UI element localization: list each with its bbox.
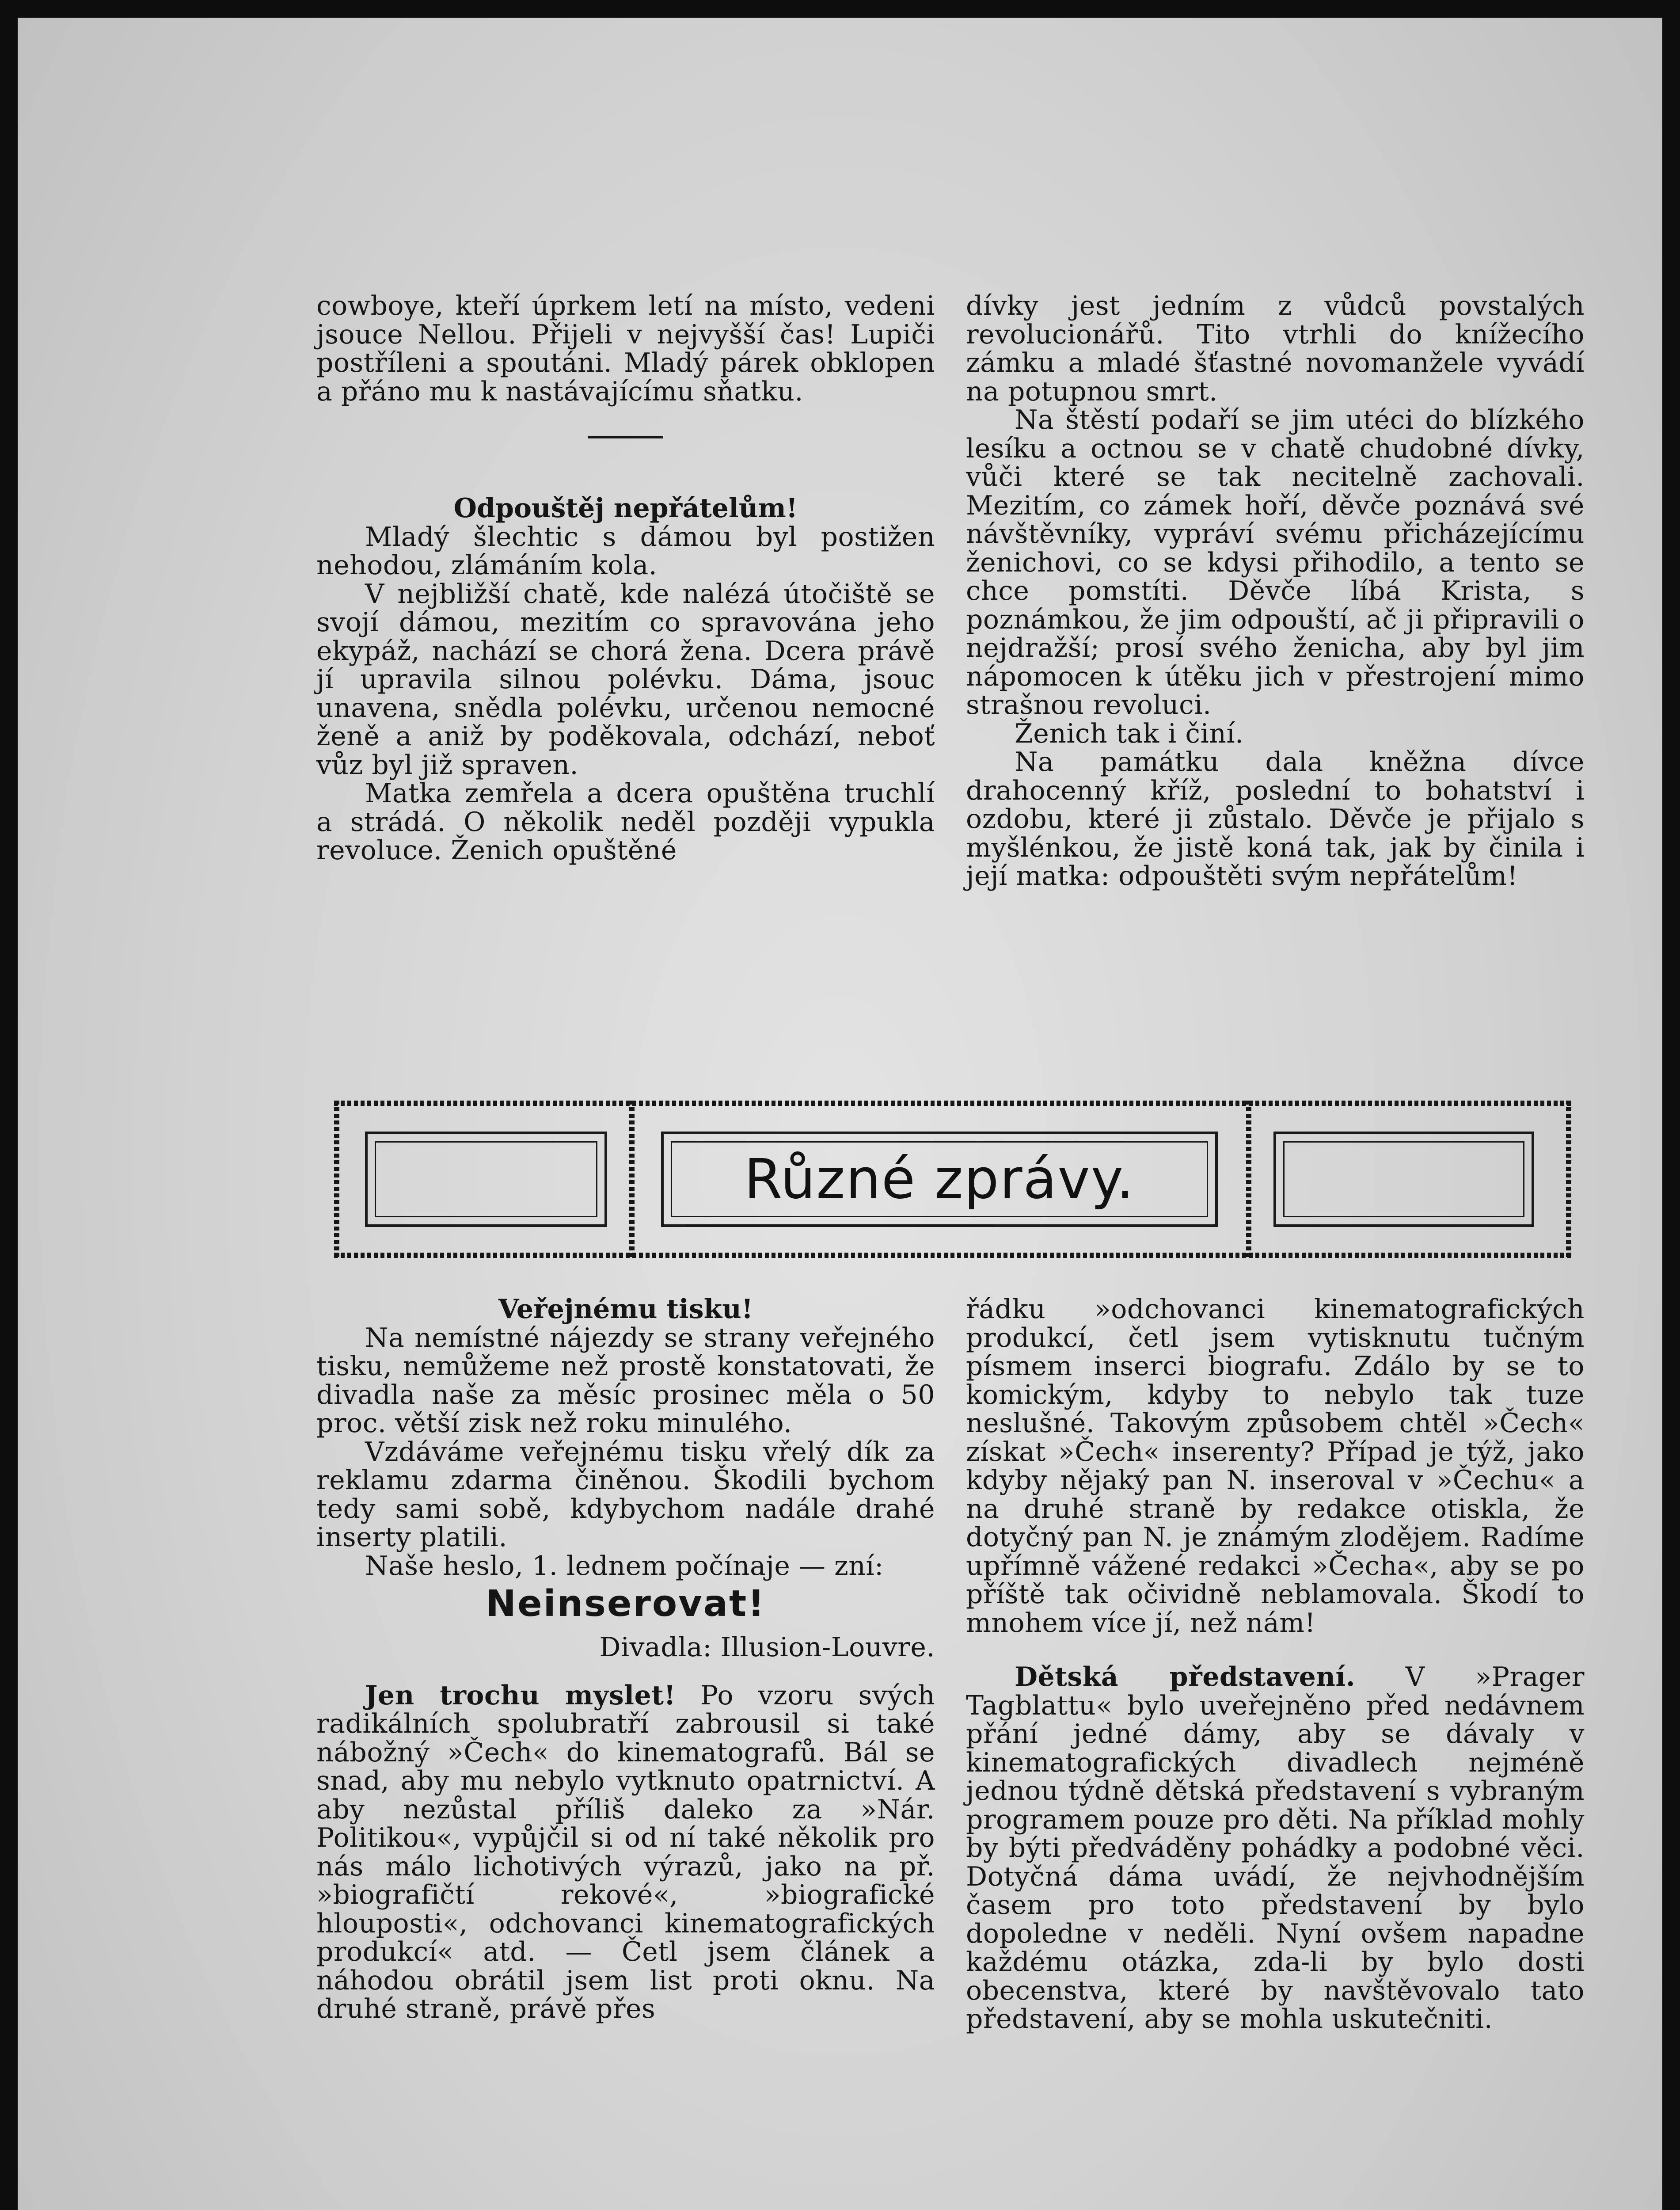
section-banner bbox=[334, 1101, 1571, 1258]
article-paragraph: Na památku dala kněžna dívce drahocenný kříž, poslední to bohatství i ozdobu, které ji zůstalo. Děvče je přijalo s myšlénkou, že jistě koná tak, jak by činila i její matka: odpouštěti svým nepřátelům! bbox=[966, 747, 1585, 892]
column-bottom-left bbox=[316, 1295, 935, 2023]
article-paragraph: Ženich tak i činí. bbox=[1015, 718, 1244, 749]
article-paragraph bbox=[966, 1663, 1585, 2034]
story-continuation: cowboye, kteří úprkem letí na místo, vedeni jsouce Nellou. Přijeli v nejvyšší čas! Lupiči postříleni a spoutáni. Mladý párek obklopen a přáno mu k nastávajícímu sňatku. bbox=[316, 290, 935, 407]
article-paragraph: Vzdáváme veřejnému tisku vřelý dík za reklamu zdarma činěnou. Škodili bychom tedy sami sobě, kdybychom nadále drahé inserty platili. bbox=[316, 1436, 935, 1553]
article-heading: Odpouštěj nepřátelům! bbox=[453, 493, 798, 524]
banner-title-box bbox=[661, 1132, 1218, 1227]
column-top-left bbox=[316, 292, 935, 865]
section-divider bbox=[588, 436, 663, 438]
article-heading: Veřejnému tisku! bbox=[498, 1294, 753, 1325]
banner-border-left bbox=[334, 1101, 339, 1258]
banner-border-top bbox=[334, 1101, 1571, 1106]
article-text: V »Prager Tagblattu« bylo uveřejněno před nedávnem přání jedné dámy, aby se dávaly v kinematografických divadlech nejméně jednou týdně dětská představení s vybraným programem pouze pro děti. Na příklad mohly by býti předváděny pohádky a podobné věci. Dotyčná dáma uvádí, že nejvhodnějším časem pro toto představení by bylo dopoledne v neděli. Nyní ovšem napadne každému otázka, zda-li by bylo dosti obecenstva, které by navštěvovalo tato představení, aby se mohla uskutečniti. bbox=[966, 1661, 1585, 2035]
article-paragraph: Naše heslo, 1. lednem počínaje — zní: bbox=[365, 1550, 884, 1581]
article-paragraph: Mladý šlechtic s dámou byl postižen nehodou, zlámáním kola. bbox=[316, 521, 935, 581]
article-paragraph: Matka zemřela a dcera opuštěna truchlí a strádá. O několik neděl později vypukla revoluce. Ženich opuštěné bbox=[316, 778, 935, 866]
article-text: Po vzoru svých radikálních spolubratří zabrousil si také nábožný »Čech« do kinematografů. Bál se snad, aby mu nebylo vytknuto opatrnictví. A aby nezůstal příliš daleko za »Nár. Politikou«, vypůjčil si od ní také několik pro nás málo lichotivých výrazů, jako na př. »biografičtí rekové«, »biografické hlouposti«, odchovanci kinematografických produkcí« atd. — Četl jsem článek a náhodou obrátil jsem list proti oknu. Na druhé straně, právě přes bbox=[316, 1680, 935, 2024]
banner-border-right bbox=[1566, 1101, 1571, 1258]
column-bottom-right bbox=[966, 1295, 1585, 2034]
column-top-right bbox=[966, 292, 1585, 891]
banner-ornament-box bbox=[1273, 1132, 1534, 1227]
article-heading: Jen trochu myslet! bbox=[365, 1680, 676, 1711]
slogan: Neinserovat! bbox=[486, 1583, 766, 1625]
banner-divider bbox=[1246, 1101, 1251, 1258]
section-title: Různé zprávy. bbox=[744, 1147, 1135, 1211]
banner-divider bbox=[629, 1101, 635, 1258]
article-heading: Dětská představení. bbox=[1015, 1661, 1356, 1692]
article-paragraph: Na nemístné nájezdy se strany veřejného tisku, nemůžeme než prostě konstatovati, že divadla naše za měsíc prosinec měla o 50 proc. větší zisk než roku minulého. bbox=[316, 1322, 935, 1439]
article-paragraph: dívky jest jedním z vůdců povstalých revolucionářů. Tito vtrhli do knížecího zámku a mladé šťastné novomanžele vyvádí na potupnou smrt. bbox=[966, 290, 1585, 407]
signature: Divadla: Illusion-Louvre. bbox=[599, 1632, 935, 1663]
article-paragraph: V nejbližší chatě, kde nalézá útočiště se svojí dámou, mezitím co spravována jeho ekypáž, nachází se chorá žena. Dcera právě jí upravila silnou polévku. Dáma, jsouc unavena, snědla polévku, určenou nemocné ženě a aniž by poděkovala, odchází, neboť vůz byl již spraven. bbox=[316, 578, 935, 781]
banner-ornament-box bbox=[365, 1132, 607, 1227]
article-paragraph: Na štěstí podaří se jim utéci do blízkého lesíku a octnou se v chatě chudobné dívky, vůči které se tak necitelně zachovali. Mezitím, co zámek hoří, děvče poznává své návštěvníky, vypráví svému přicházejícímu ženichovi, co se kdysi přihodilo, a tento se chce pomstíti. Děvče líbá Krista, s poznámkou, že jim odpouští, ač ji připravili o nejdražší; prosí svého ženicha, aby byl jim nápomocen k útěku jich v přestrojení mimo strašnou revoluci. bbox=[966, 404, 1585, 720]
magazine-page bbox=[18, 18, 1662, 2210]
article-paragraph bbox=[316, 1681, 935, 2023]
banner-border-bottom bbox=[334, 1253, 1571, 1258]
article-paragraph: řádku »odchovanci kinematografických produkcí, četl jsem vytisknutu tučným písmem inserci biografu. Zdálo by se to komickým, kdyby to nebylo tak tuze neslušné. Takovým způsobem chtěl »Čech« získat »Čech« inserenty? Případ je týž, jako kdyby nějaký pan N. inseroval v »Čechu« a na druhé straně by redakce otiskla, že dotyčný pan N. je známým zlodějem. Radíme upřímně vážené redakci »Čecha«, aby se po příště tak očividně neblamovala. Škodí to mnohem více jí, než nám! bbox=[966, 1294, 1585, 1638]
